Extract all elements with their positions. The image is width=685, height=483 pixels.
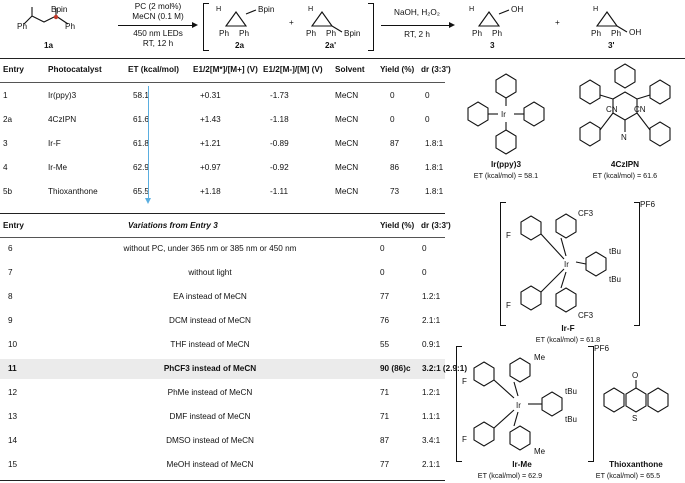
table1-cell: 1 [3,91,8,100]
irf-f-1: F [506,231,511,240]
table2-cell: without PC, under 365 nm or 385 nm or 450 nm [123,244,297,253]
reactant-ph-right: Ph [65,22,76,31]
4czipn-n-atom: N [621,133,627,142]
irf-tbu-2: tBu [609,275,622,284]
table1-cell: 4CzIPN [48,115,77,124]
4czipn-cn-left: CN [606,105,618,114]
table2-cell: 77 [380,292,390,301]
p2a2-ph2: Ph [326,29,337,38]
table1-cell: -0.89 [270,139,289,148]
table1-cell: 62.9 [133,163,149,172]
4czipn-cn-right: CN [634,105,646,114]
t1-h-dr: dr (3:3') [421,65,451,74]
irf-et: ET (kcal/mol) = 61.8 [535,335,601,344]
p2a-h: H [216,4,222,13]
table2-cell: 14 [8,436,18,445]
table1-cell: MeCN [335,139,359,148]
table2-cell: 13 [8,412,18,421]
table2-cell: 71 [380,388,390,397]
cond2-line2: RT, 2 h [404,30,430,39]
thioxanthone-name: Thioxanthone [609,460,663,469]
table1-cell: 0 [425,115,430,124]
reactant-ph-left: Ph [17,22,28,31]
table2-cell: 0 [422,268,427,277]
table1-cell: Ir(ppy)3 [48,91,77,100]
table1-cell: +0.31 [200,91,221,100]
table1-cell: MeCN [335,163,359,172]
table1-cell: +0.97 [200,163,221,172]
t2-h-variations: Variations from Entry 3 [128,221,218,230]
table1-cell: Ir-Me [48,163,68,172]
table2-cell: 10 [8,340,18,349]
table1-cell: 2a [3,115,13,124]
table2-cell: 15 [8,460,18,469]
table1-cell: 3 [3,139,8,148]
table2-cell: 8 [8,292,13,301]
p2a-ph1: Ph [219,29,230,38]
table1-cell: MeCN [335,91,359,100]
trend-arrow-head [145,198,151,204]
irf-cf3-2: CF3 [578,311,594,320]
table2-cell: PhCF3 instead of MeCN [163,364,257,373]
table1 [0,60,451,210]
reaction-arrow-1 [118,25,196,26]
table1-cell: -1.18 [270,115,289,124]
irme-tbu-1: tBu [565,387,578,396]
t1-h-eox: E1/2[M*]/[M+] (V) [193,65,258,74]
reactant-bpin: Bpin [51,5,68,14]
t1-h-yield: Yield (%) [380,65,415,74]
irf-structure [506,204,636,324]
p3-ph1: Ph [472,29,483,38]
cond1-line1: PC (2 mol%) [134,2,182,11]
table1-header-rule [0,82,445,83]
irme-name: Ir-Me [512,460,532,469]
table2-cell: 3.4:1 [422,436,441,445]
t1-h-solvent: Solvent [335,65,365,74]
table2-cell: 11 [8,364,17,373]
reaction-scheme [0,0,685,60]
table2-cell: THF instead of MeCN [170,340,250,349]
table1-cell: 4 [3,163,8,172]
bracket-left [203,3,209,51]
thioxanthone-o-atom: O [632,371,639,380]
p3b-h: H [593,4,599,13]
table1-cell: 1.8:1 [425,163,444,172]
table1-cell: 61.6 [133,115,149,124]
irme-pf6: PF6 [594,344,610,353]
table1-cell: 1.8:1 [425,187,444,196]
4czipn-structure [570,62,680,157]
table2-cell: 9 [8,316,13,325]
table2-cell: 2.1:1 [422,460,441,469]
p3-label: 3 [490,41,495,50]
table1-cell: 87 [390,139,400,148]
irf-f-2: F [506,301,511,310]
table1-cell: 1.8:1 [425,139,444,148]
thioxanthone-structure [598,370,678,430]
table1-cell: MeCN [335,115,359,124]
table2-cell: 1.2:1 [422,388,441,397]
reaction-arrow-1-head [192,22,198,28]
table1-cell: Thioxanthone [48,187,98,196]
p2a-ph2: Ph [239,29,250,38]
irme-me-1: Me [534,353,546,362]
p2a2-h: H [308,4,314,13]
irme-me-2: Me [534,447,546,456]
table2-cell: 12 [8,388,18,397]
cond1-line3: 450 nm LEDs [133,29,183,38]
table1-cell: -1.11 [270,187,289,196]
table1-cell: +1.18 [200,187,221,196]
p2a-label: 2a [235,41,245,50]
thioxanthone-s-atom: S [632,414,638,423]
table2-cell: 0.9:1 [422,340,441,349]
plus-2: + [555,18,560,27]
irppy3-structure [456,64,556,159]
table2-cell: DCM instead of MeCN [169,316,251,325]
table1-cell: MeCN [335,187,359,196]
table2-cell: MeOH instead of MeCN [166,460,254,469]
table2-cell: 2.1:1 [422,316,441,325]
table2-cell: 1.1:1 [422,412,441,421]
table1-cell: 0 [425,91,430,100]
irppy3-et: ET (kcal/mol) = 58.1 [473,171,539,180]
table2-cell: 77 [380,460,390,469]
irme-f-1: F [462,377,467,386]
t2-h-dr: dr (3:3') [421,221,451,230]
irme-ir-atom: Ir [516,401,521,410]
irppy3-ir-atom: Ir [501,110,506,119]
bracket-right [368,3,374,51]
table1-cell: 58.1 [133,91,149,100]
plus-1: + [289,18,294,27]
p2a2-ph1: Ph [306,29,317,38]
table2-cell: 0 [380,244,385,253]
irme-f-2: F [462,435,467,444]
p2a-bpin: Bpin [258,5,275,14]
table2-cell: PhMe instead of MeCN [167,388,253,397]
table2-header-rule [0,237,445,238]
table1-cell: +1.21 [200,139,221,148]
catalyst-panel [448,62,685,482]
table1-cell: 73 [390,187,400,196]
p2a2-bpin: Bpin [344,29,361,38]
table1-cell: 65.5 [133,187,149,196]
irf-pf6: PF6 [640,200,656,209]
table2-cell: 87 [380,436,390,445]
thioxanthone-et: ET (kcal/mol) = 65.5 [595,471,661,480]
table2-cell: 6 [8,244,13,253]
table2-cell: 7 [8,268,13,277]
irme-structure [462,348,592,460]
p3b-oh: OH [629,28,642,37]
t1-h-et: ET (kcal/mol) [128,65,179,74]
irme-tbu-2: tBu [565,415,578,424]
table2-bottom-rule [0,480,445,481]
cond1-line4: RT, 12 h [142,39,174,48]
table2-cell: 55 [380,340,390,349]
table1-cell: 86 [390,163,400,172]
table1-cell: +1.43 [200,115,221,124]
reaction-arrow-2-head [449,22,455,28]
table2-cell: 90 (86)c [380,364,411,373]
4czipn-name: 4CzIPN [610,160,640,169]
table1-cell: 0 [390,115,395,124]
table2-cell: DMSO instead of MeCN [166,436,254,445]
p3-oh: OH [511,5,524,14]
table1-cell: Ir-F [48,139,61,148]
t1-h-entry: Entry [3,65,24,74]
irf-ir-atom: Ir [564,260,569,269]
p3b-ph1: Ph [591,29,602,38]
p3b-ph2: Ph [611,29,622,38]
table2-cell: 76 [380,316,390,325]
t2-h-yield: Yield (%) [380,221,415,230]
irf-tbu-1: tBu [609,247,622,256]
table2-cell: DMF instead of MeCN [169,412,251,421]
table2 [0,214,468,482]
irf-cf3-1: CF3 [578,209,594,218]
cond1-line2: MeCN (0.1 M) [132,12,184,21]
table2-cell: 1.2:1 [422,292,441,301]
cond2-line1: NaOH, H₂O₂ [394,8,440,17]
p3-ph2: Ph [492,29,503,38]
table2-cell: without light [188,268,232,277]
p3-h: H [469,4,475,13]
table1-cell: -1.73 [270,91,289,100]
table2-cell: 71 [380,412,390,421]
p3b-label: 3' [608,41,615,50]
table2-cell: 0 [380,268,385,277]
table2-cell: 3.2:1 (2.9:1) [422,364,468,373]
p2a2-label: 2a' [325,41,337,50]
trend-arrow [148,86,149,200]
4czipn-et: ET (kcal/mol) = 61.6 [592,171,658,180]
table1-top-rule [0,58,685,59]
irppy3-name: Ir(ppy)3 [490,160,522,169]
irme-et: ET (kcal/mol) = 62.9 [477,471,543,480]
t2-h-entry: Entry [3,221,24,230]
table1-cell: 0 [390,91,395,100]
table2-cell: EA instead of MeCN [173,292,247,301]
t1-h-photocatalyst: Photocatalyst [48,65,102,74]
reaction-arrow-2 [381,25,453,26]
irf-name: Ir-F [561,324,575,333]
reactant-label: 1a [44,41,54,50]
table1-cell: 61.8 [133,139,149,148]
t1-h-ered: E1/2[M-]/[M] (V) [263,65,323,74]
table1-cell: 5b [3,187,13,196]
table2-cell: 0 [422,244,427,253]
table1-cell: -0.92 [270,163,289,172]
